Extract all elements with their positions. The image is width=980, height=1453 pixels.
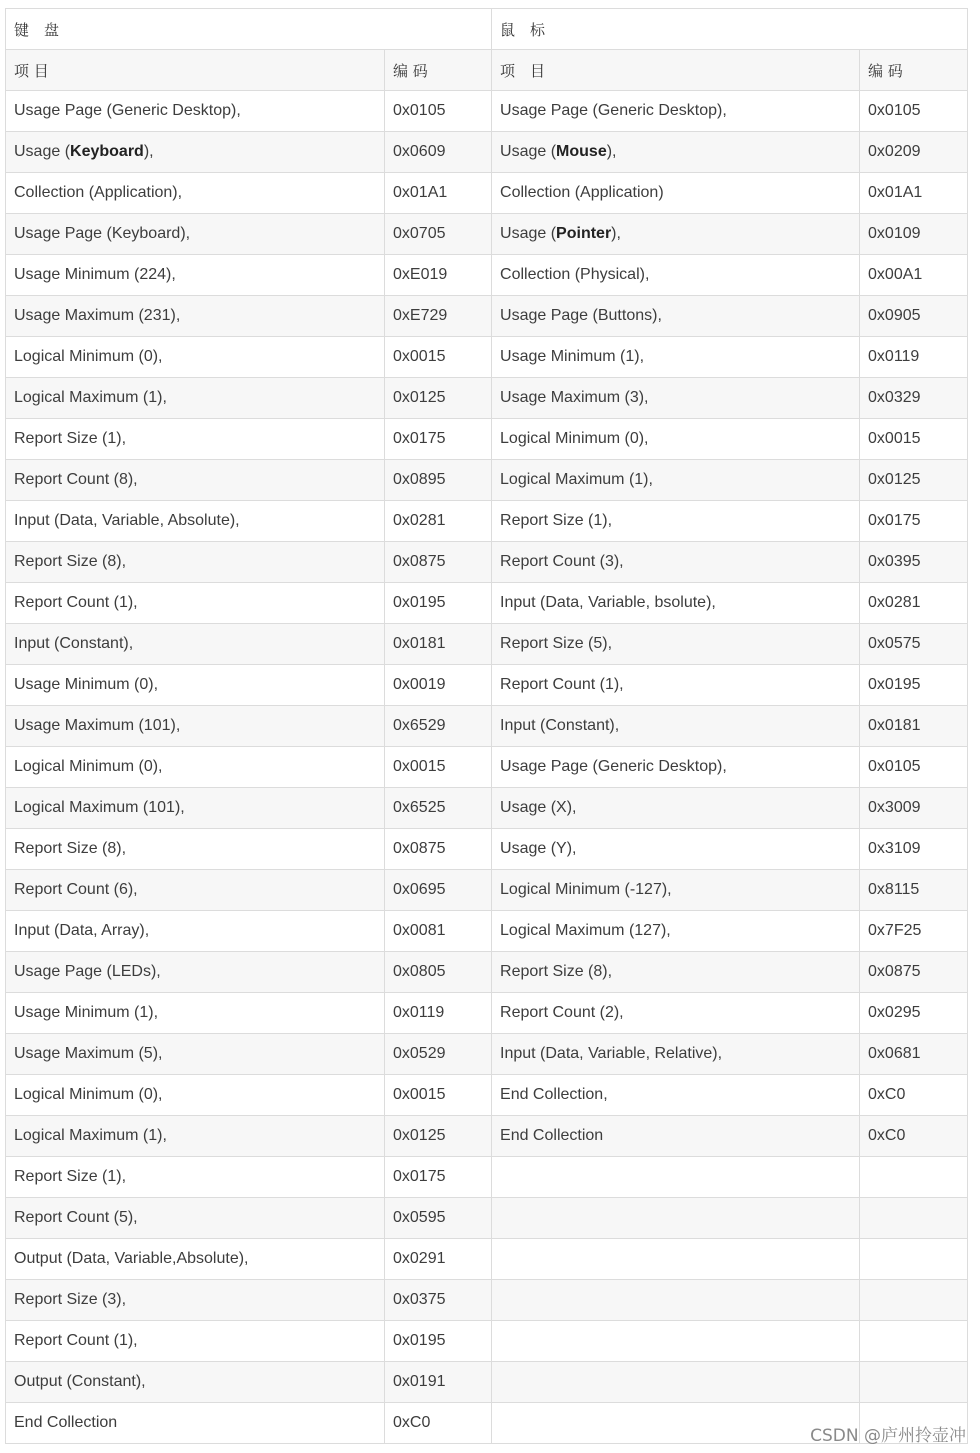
mouse-code-cell (860, 1157, 968, 1198)
keyboard-item-cell-text: Output (Data, Variable,Absolute), (14, 1250, 249, 1267)
keyboard-code-cell: 0xE019 (385, 255, 492, 296)
mouse-item-cell (492, 870, 860, 911)
mouse-code-cell: 0x01A1 (860, 173, 968, 214)
table-row (6, 1116, 968, 1157)
mouse-item-cell-text: Usage Page (Buttons), (500, 307, 662, 324)
hid-descriptor-table (5, 8, 968, 1444)
keyboard-item-cell (6, 460, 385, 501)
keyboard-item-cell-text: Input (Constant), (14, 635, 134, 652)
mouse-code-cell: 0x0209 (860, 132, 968, 173)
keyboard-item-cell (6, 296, 385, 337)
mouse-item-cell (492, 1280, 860, 1321)
mouse-item-cell-text: Report Count (3), (500, 553, 624, 570)
keyboard-item-cell (6, 419, 385, 460)
keyboard-code-cell: 0x01A1 (385, 173, 492, 214)
table-row (6, 624, 968, 665)
mouse-item-cell (492, 665, 860, 706)
mouse-item-cell-suffix: ), (606, 143, 617, 160)
mouse-code-cell: 0x0181 (860, 706, 968, 747)
mouse-item-cell-text: Input (Constant), (500, 717, 620, 734)
table-row (6, 419, 968, 460)
mouse-code-cell: 0x0281 (860, 583, 968, 624)
mouse-item-cell (492, 214, 860, 255)
table-row (6, 1280, 968, 1321)
mouse-code-cell: 0xC0 (860, 1075, 968, 1116)
table-row (6, 788, 968, 829)
keyboard-code-cell: 0x0019 (385, 665, 492, 706)
mouse-item-cell (492, 501, 860, 542)
mouse-code-cell: 0xC0 (860, 1116, 968, 1157)
mouse-item-cell-emphasis: Pointer (556, 225, 612, 242)
keyboard-item-cell-text: Logical Minimum (0), (14, 1086, 163, 1103)
keyboard-item-cell (6, 911, 385, 952)
keyboard-item-cell (6, 1116, 385, 1157)
keyboard-item-cell-text: Usage Maximum (101), (14, 717, 181, 734)
mouse-item-cell-text: Logical Minimum (0), (500, 430, 649, 447)
keyboard-item-cell (6, 1403, 385, 1444)
keyboard-code-cell: 0x0175 (385, 1157, 492, 1198)
keyboard-code-cell: 0x0529 (385, 1034, 492, 1075)
keyboard-item-cell-text: Report Size (8), (14, 553, 127, 570)
keyboard-item-cell (6, 1362, 385, 1403)
keyboard-item-cell (6, 829, 385, 870)
keyboard-code-cell: 0x0595 (385, 1198, 492, 1239)
mouse-item-cell (492, 952, 860, 993)
keyboard-item-cell (6, 706, 385, 747)
keyboard-code-cell: 0x0695 (385, 870, 492, 911)
keyboard-item-cell-text: Usage Page (Keyboard), (14, 225, 191, 242)
mouse-item-cell (492, 911, 860, 952)
keyboard-code-cell: 0x0081 (385, 911, 492, 952)
mouse-code-cell: 0x3109 (860, 829, 968, 870)
keyboard-item-cell-text: Output (Constant), (14, 1373, 146, 1390)
keyboard-item-cell (6, 542, 385, 583)
mouse-item-cell-text: Usage (X), (500, 799, 577, 816)
table-row (6, 542, 968, 583)
keyboard-code-cell: 0x0105 (385, 91, 492, 132)
mouse-item-cell (492, 1362, 860, 1403)
keyboard-code-cell: 0x0191 (385, 1362, 492, 1403)
keyboard-item-cell-emphasis: Keyboard (70, 143, 144, 160)
mouse-code-cell: 0x7F25 (860, 911, 968, 952)
keyboard-code-cell: 0x0181 (385, 624, 492, 665)
keyboard-item-cell (6, 952, 385, 993)
mouse-item-cell-text: Logical Minimum (-127), (500, 881, 672, 898)
keyboard-item-cell (6, 1157, 385, 1198)
mouse-item-cell-text: Collection (Application) (500, 184, 664, 201)
mouse-item-cell-text: Logical Maximum (127), (500, 922, 671, 939)
mouse-item-cell (492, 460, 860, 501)
table-row (6, 1157, 968, 1198)
csdn-watermark: CSDN @庐州拎壶冲 (810, 1426, 966, 1446)
mouse-code-cell: 0x0125 (860, 460, 968, 501)
table-row (6, 1075, 968, 1116)
mouse-item-cell (492, 1157, 860, 1198)
keyboard-code-cell: 0x6529 (385, 706, 492, 747)
keyboard-item-cell (6, 255, 385, 296)
keyboard-code-cell: 0x0895 (385, 460, 492, 501)
mouse-item-cell (492, 706, 860, 747)
keyboard-item-cell-text: Report Count (6), (14, 881, 138, 898)
table-row (6, 132, 968, 173)
keyboard-item-column-header: 项 目 (6, 50, 385, 91)
keyboard-item-cell-text: Collection (Application), (14, 184, 183, 201)
mouse-code-cell (860, 1280, 968, 1321)
keyboard-item-cell-text: Report Count (1), (14, 1332, 138, 1349)
mouse-item-cell (492, 337, 860, 378)
mouse-item-cell (492, 542, 860, 583)
table-row (6, 952, 968, 993)
keyboard-item-cell (6, 624, 385, 665)
keyboard-section-header: 键 盘 (6, 9, 492, 50)
section-header-row (6, 9, 968, 50)
column-header-row (6, 50, 968, 91)
table-row (6, 501, 968, 542)
keyboard-item-cell (6, 1198, 385, 1239)
mouse-item-cell-text: Usage Minimum (1), (500, 348, 645, 365)
mouse-section-header: 鼠 标 (492, 9, 968, 50)
keyboard-code-cell: 0xC0 (385, 1403, 492, 1444)
keyboard-item-cell-text: Logical Minimum (0), (14, 348, 163, 365)
mouse-item-cell (492, 1198, 860, 1239)
mouse-code-column-header: 编 码 (860, 50, 968, 91)
mouse-code-cell: 0x0015 (860, 419, 968, 460)
mouse-item-cell-text: Usage ( (500, 143, 557, 160)
mouse-item-cell (492, 1116, 860, 1157)
keyboard-item-cell-text: Logical Maximum (1), (14, 1127, 167, 1144)
keyboard-item-cell-text: Report Count (5), (14, 1209, 138, 1226)
mouse-item-cell-text: Collection (Physical), (500, 266, 650, 283)
keyboard-item-cell (6, 583, 385, 624)
mouse-item-cell-text: Report Count (2), (500, 1004, 624, 1021)
keyboard-item-cell-text: Report Size (1), (14, 1168, 127, 1185)
table-row (6, 1321, 968, 1362)
table-row (6, 993, 968, 1034)
keyboard-code-cell: 0x0705 (385, 214, 492, 255)
mouse-code-cell (860, 1239, 968, 1280)
mouse-item-cell-emphasis: Mouse (556, 143, 607, 160)
mouse-item-cell (492, 829, 860, 870)
mouse-code-cell: 0x0105 (860, 91, 968, 132)
mouse-item-cell (492, 1239, 860, 1280)
table-row (6, 911, 968, 952)
keyboard-item-cell (6, 1280, 385, 1321)
table-row (6, 296, 968, 337)
mouse-code-cell (860, 1362, 968, 1403)
table-row (6, 829, 968, 870)
mouse-code-cell: 0x00A1 (860, 255, 968, 296)
keyboard-item-cell-text: Usage Minimum (1), (14, 1004, 159, 1021)
mouse-item-column-header: 项 目 (492, 50, 860, 91)
keyboard-item-cell-text: Usage ( (14, 143, 71, 160)
table-row (6, 706, 968, 747)
mouse-item-cell-text: Report Size (8), (500, 963, 613, 980)
keyboard-item-cell-text: Report Size (8), (14, 840, 127, 857)
keyboard-item-cell-text: Usage Minimum (224), (14, 266, 176, 283)
mouse-code-cell: 0x0875 (860, 952, 968, 993)
keyboard-code-cell: 0x0175 (385, 419, 492, 460)
keyboard-code-cell: 0x0805 (385, 952, 492, 993)
keyboard-item-cell (6, 91, 385, 132)
keyboard-item-cell-text: End Collection (14, 1414, 118, 1431)
mouse-item-cell-suffix: ), (611, 225, 621, 242)
mouse-item-cell-text: Report Size (5), (500, 635, 613, 652)
keyboard-item-cell-text: Report Size (3), (14, 1291, 127, 1308)
keyboard-item-cell (6, 788, 385, 829)
keyboard-item-cell-text: Report Size (1), (14, 430, 127, 447)
keyboard-item-cell-text: Report Count (8), (14, 471, 138, 488)
mouse-item-cell-text: Report Size (1), (500, 512, 613, 529)
keyboard-item-cell-text: Input (Data, Array), (14, 922, 150, 939)
keyboard-item-cell (6, 132, 385, 173)
mouse-item-cell (492, 173, 860, 214)
keyboard-item-cell-text: Usage Maximum (231), (14, 307, 181, 324)
keyboard-code-cell: 0x0015 (385, 1075, 492, 1116)
keyboard-item-cell-text: Usage Minimum (0), (14, 676, 159, 693)
keyboard-code-cell: 0x0875 (385, 542, 492, 583)
keyboard-item-cell (6, 214, 385, 255)
keyboard-code-cell: 0xE729 (385, 296, 492, 337)
mouse-item-cell-text: Usage (Y), (500, 840, 577, 857)
mouse-code-cell: 0x3009 (860, 788, 968, 829)
mouse-item-cell (492, 1403, 860, 1444)
mouse-item-cell (492, 132, 860, 173)
mouse-item-cell-text: Logical Maximum (1), (500, 471, 653, 488)
keyboard-item-cell (6, 501, 385, 542)
keyboard-item-cell (6, 1075, 385, 1116)
keyboard-item-cell-suffix: ), (143, 143, 154, 160)
keyboard-item-cell (6, 870, 385, 911)
mouse-item-cell (492, 788, 860, 829)
table-row (6, 583, 968, 624)
keyboard-item-cell (6, 1239, 385, 1280)
keyboard-code-cell: 0x0281 (385, 501, 492, 542)
mouse-item-cell (492, 1034, 860, 1075)
keyboard-code-cell: 0x0609 (385, 132, 492, 173)
keyboard-item-cell (6, 747, 385, 788)
mouse-item-cell (492, 1075, 860, 1116)
keyboard-code-cell: 0x0125 (385, 1116, 492, 1157)
mouse-code-cell: 0x0575 (860, 624, 968, 665)
mouse-item-cell-text: Input (Data, Variable, bsolute), (500, 594, 716, 611)
mouse-code-cell: 0x0329 (860, 378, 968, 419)
keyboard-item-cell (6, 173, 385, 214)
table-row (6, 1198, 968, 1239)
keyboard-item-cell-text: Logical Minimum (0), (14, 758, 163, 775)
keyboard-item-cell-text: Input (Data, Variable, Absolute), (14, 512, 240, 529)
mouse-item-cell-text: Usage Maximum (3), (500, 389, 649, 406)
mouse-item-cell (492, 296, 860, 337)
table-row (6, 1239, 968, 1280)
keyboard-item-cell-text: Usage Maximum (5), (14, 1045, 163, 1062)
keyboard-item-cell-text: Usage Page (Generic Desktop), (14, 102, 241, 119)
keyboard-code-cell: 0x0875 (385, 829, 492, 870)
mouse-code-cell: 0x8115 (860, 870, 968, 911)
keyboard-code-cell: 0x0125 (385, 378, 492, 419)
mouse-item-cell-text: End Collection (500, 1127, 604, 1144)
mouse-code-cell: 0x0105 (860, 747, 968, 788)
keyboard-code-column-header: 编 码 (385, 50, 492, 91)
keyboard-code-cell: 0x0015 (385, 337, 492, 378)
keyboard-code-cell: 0x0119 (385, 993, 492, 1034)
mouse-code-cell (860, 1321, 968, 1362)
table-row (6, 337, 968, 378)
table-row (6, 255, 968, 296)
mouse-item-cell-text: Usage Page (Generic Desktop), (500, 758, 727, 775)
mouse-code-cell: 0x0109 (860, 214, 968, 255)
mouse-item-cell (492, 255, 860, 296)
mouse-item-cell (492, 419, 860, 460)
keyboard-code-cell: 0x0015 (385, 747, 492, 788)
mouse-code-cell: 0x0119 (860, 337, 968, 378)
mouse-item-cell (492, 378, 860, 419)
mouse-item-cell (492, 1321, 860, 1362)
keyboard-item-cell (6, 665, 385, 706)
mouse-code-cell: 0x0295 (860, 993, 968, 1034)
table-row (6, 214, 968, 255)
keyboard-item-cell-text: Logical Maximum (101), (14, 799, 185, 816)
keyboard-item-cell (6, 337, 385, 378)
mouse-code-cell: 0x0905 (860, 296, 968, 337)
mouse-code-cell (860, 1198, 968, 1239)
mouse-code-cell: 0x0195 (860, 665, 968, 706)
mouse-item-cell-text: Report Count (1), (500, 676, 624, 693)
table-row (6, 460, 968, 501)
mouse-item-cell-text: End Collection, (500, 1086, 608, 1103)
keyboard-item-cell-text: Report Count (1), (14, 594, 138, 611)
table-row (6, 173, 968, 214)
table-row (6, 747, 968, 788)
mouse-code-cell: 0x0681 (860, 1034, 968, 1075)
mouse-item-cell (492, 747, 860, 788)
mouse-item-cell-text: Usage ( (500, 225, 557, 242)
mouse-code-cell: 0x0175 (860, 501, 968, 542)
table-row (6, 91, 968, 132)
keyboard-code-cell: 0x0375 (385, 1280, 492, 1321)
keyboard-item-cell (6, 993, 385, 1034)
keyboard-code-cell: 0x6525 (385, 788, 492, 829)
mouse-item-cell-text: Usage Page (Generic Desktop), (500, 102, 727, 119)
keyboard-code-cell: 0x0195 (385, 583, 492, 624)
keyboard-item-cell (6, 378, 385, 419)
table-row (6, 870, 968, 911)
table-row (6, 1362, 968, 1403)
mouse-code-cell: 0x0395 (860, 542, 968, 583)
keyboard-code-cell: 0x0291 (385, 1239, 492, 1280)
mouse-item-cell (492, 993, 860, 1034)
table-row (6, 1034, 968, 1075)
table-row (6, 665, 968, 706)
keyboard-item-cell (6, 1034, 385, 1075)
table-row (6, 378, 968, 419)
keyboard-item-cell-text: Logical Maximum (1), (14, 389, 167, 406)
mouse-item-cell (492, 624, 860, 665)
mouse-item-cell (492, 583, 860, 624)
keyboard-item-cell (6, 1321, 385, 1362)
mouse-item-cell (492, 91, 860, 132)
keyboard-item-cell-text: Usage Page (LEDs), (14, 963, 161, 980)
mouse-item-cell-text: Input (Data, Variable, Relative), (500, 1045, 723, 1062)
keyboard-code-cell: 0x0195 (385, 1321, 492, 1362)
